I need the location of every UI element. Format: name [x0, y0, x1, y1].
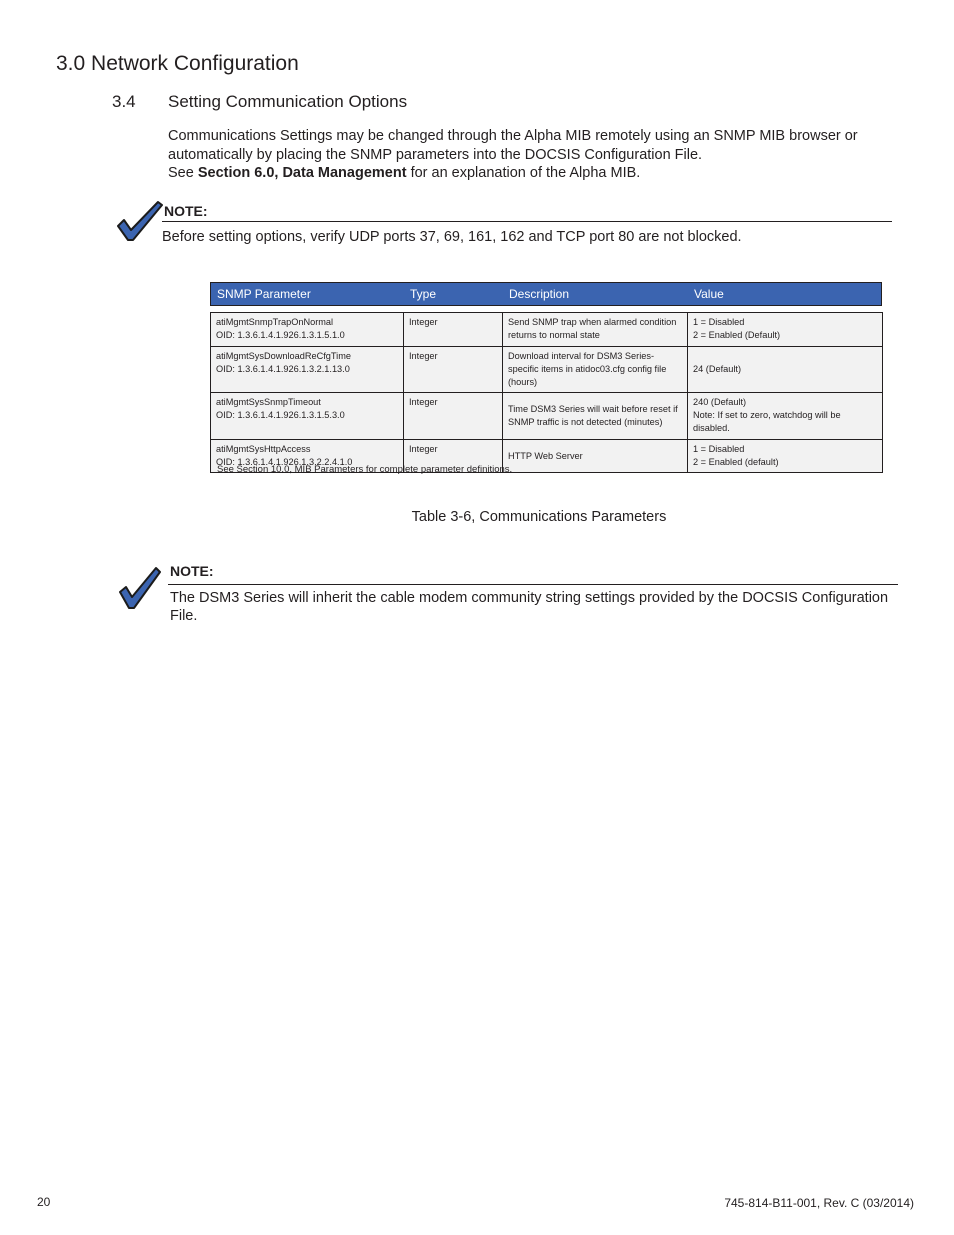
header-description: Description — [509, 287, 570, 301]
table-row — [211, 313, 883, 347]
see-suffix: for an explanation of the Alpha MIB. — [406, 165, 641, 181]
param-oid: OID: 1.3.6.1.4.1.926.1.3.2.1.13.0 — [216, 364, 350, 374]
value-line: Note: If set to zero, watchdog will be disabled. — [693, 410, 841, 433]
section-title: Setting Communication Options — [168, 92, 408, 111]
param-oid: OID: 1.3.6.1.4.1.926.1.3.1.5.3.0 — [216, 410, 345, 420]
table-footnote: See Section 10.0, MIB Parameters for complete parameter definitions. — [217, 464, 513, 475]
value-line: 24 (Default) — [693, 364, 742, 374]
value-line: 2 = Enabled (default) — [693, 457, 779, 467]
checkmark-icon — [118, 566, 164, 612]
param-name: atiMgmtSysDownloadReCfgTime — [216, 351, 351, 361]
param-oid: OID: 1.3.6.1.4.1.926.1.3.1.5.1.0 — [216, 330, 345, 340]
value-line: 240 (Default) — [693, 397, 747, 407]
value-cell — [688, 440, 883, 473]
intro-paragraph — [168, 127, 898, 183]
param-cell — [211, 347, 404, 393]
param-name: atiMgmtSysHttpAccess — [216, 444, 311, 454]
intro-line: Communications Settings may be changed through the Alpha MIB remotely using an SNMP MIB browser or automatically by placing the SNMP parameters into the DOCSIS Configuration File. — [168, 128, 858, 163]
value-cell — [688, 347, 883, 393]
description-cell: HTTP Web Server — [503, 440, 688, 473]
value-line: 1 = Disabled — [693, 444, 745, 454]
section-reference: Section 6.0, Data Management — [197, 165, 407, 181]
intro-see-line — [168, 164, 898, 183]
description-cell: Download interval for DSM3 Series-specific items in atidoc03.cfg config file (hours) — [503, 347, 688, 393]
table-row — [211, 347, 883, 393]
param-cell — [211, 393, 404, 440]
value-line: 1 = Disabled — [693, 317, 745, 327]
table-row — [211, 393, 883, 440]
param-name: atiMgmtSnmpTrapOnNormal — [216, 317, 334, 327]
checkmark-icon — [116, 200, 164, 244]
header-value: Value — [694, 287, 724, 301]
value-cell — [688, 313, 883, 347]
table-caption: Table 3-6, Communications Parameters — [411, 509, 667, 525]
document-id: 745-814-B11-001, Rev. C (03/2014) — [724, 1196, 914, 1210]
see-prefix: See — [168, 165, 198, 181]
type-cell: Integer — [404, 440, 503, 473]
description-cell: Send SNMP trap when alarmed condition returns to normal state — [503, 313, 688, 347]
type-cell: Integer — [404, 313, 503, 347]
header-type: Type — [410, 287, 437, 301]
page-number: 20 — [37, 1195, 51, 1209]
note-text: The DSM3 Series will inherit the cable modem community string settings provided by the DOCSIS Configuration File. — [170, 590, 889, 624]
parameters-table — [210, 312, 883, 473]
section-number: 3.4 — [112, 92, 136, 111]
note-divider — [168, 584, 898, 585]
header-snmp-parameter: SNMP Parameter — [217, 287, 311, 301]
chapter-title: 3.0 Network Configuration — [56, 52, 299, 75]
note-label: NOTE: — [164, 203, 208, 219]
param-cell — [211, 313, 404, 347]
note-text: Before setting options, verify UDP ports 37, 69, 161, 162 and TCP port 80 are not blocked. — [162, 229, 742, 245]
param-oid: OID: 1.3.6.1.4.1.926.1.3.2.2.4.1.0 — [216, 457, 353, 467]
type-cell: Integer — [404, 347, 503, 393]
value-cell — [688, 393, 883, 440]
param-name: atiMgmtSysSnmpTimeout — [216, 397, 321, 407]
note-label: NOTE: — [170, 563, 214, 579]
type-cell: Integer — [404, 393, 503, 440]
value-line: 2 = Enabled (Default) — [693, 330, 781, 340]
note-divider — [162, 221, 892, 222]
table-header — [210, 282, 882, 306]
description-cell: Time DSM3 Series will wait before reset if SNMP traffic is not detected (minutes) — [503, 393, 688, 440]
